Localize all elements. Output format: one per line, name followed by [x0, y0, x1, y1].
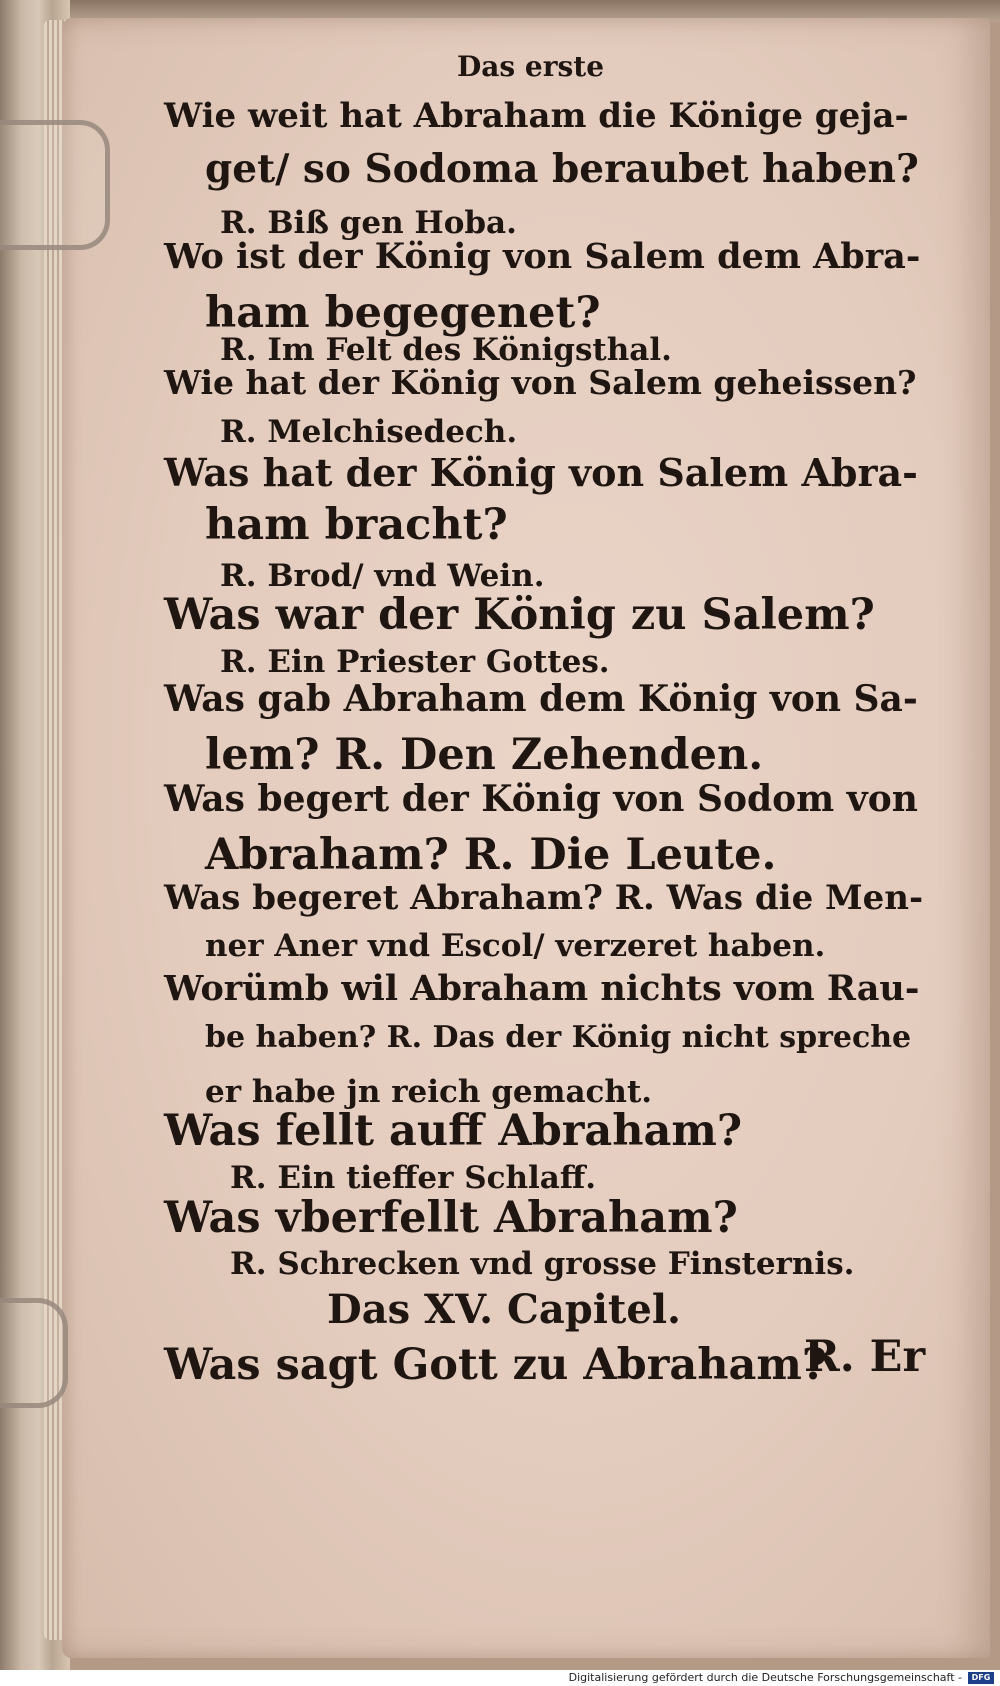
text-line: Was gab Abraham dem König von Sa-: [164, 678, 918, 720]
text-line: ham bracht?: [205, 500, 508, 550]
answer-line: R. Im Felt des Königsthal.: [220, 332, 672, 368]
text-line: Was fellt auff Abraham?: [164, 1106, 743, 1156]
paper-clip-top: [0, 120, 110, 250]
text-line: Wo ist der König von Salem dem Abra-: [164, 236, 921, 277]
running-head: Das erste: [457, 50, 605, 83]
footer-credit: Digitalisierung gefördert durch die Deutsche Forschungsgemeinschaft -: [568, 1671, 962, 1684]
catchword: R. Er: [804, 1332, 926, 1382]
paper-clip-bottom: [0, 1298, 68, 1408]
text-line: get/ so Sodoma beraubet haben?: [205, 146, 919, 192]
footer-bar: [0, 1670, 1000, 1686]
answer-line: R. Melchisedech.: [220, 414, 518, 450]
answer-line: R. Schrecken vnd grosse Finsternis.: [230, 1246, 855, 1282]
answer-line: R. Brod/ vnd Wein.: [220, 558, 545, 594]
text-line: Was sagt Gott zu Abraham?: [164, 1340, 828, 1390]
text-line: Worümb wil Abraham nichts vom Rau-: [164, 968, 920, 1009]
text-line: lem? R. Den Zehenden.: [205, 730, 764, 780]
text-line: Was hat der König von Salem Abra-: [164, 450, 918, 495]
dfg-logo: DFG: [968, 1672, 994, 1684]
text-line: Was begert der König von Sodom von: [164, 778, 918, 820]
page-paper: [62, 18, 990, 1658]
text-line: Was begeret Abraham? R. Was die Men-: [164, 878, 924, 918]
chapter-heading: Das XV. Capitel.: [327, 1286, 681, 1333]
answer-line: R. Biß gen Hoba.: [220, 205, 517, 241]
text-line: Wie weit hat Abraham die Könige geja-: [164, 96, 909, 136]
answer-line: R. Ein Priester Gottes.: [220, 644, 610, 680]
text-line: Was vberfellt Abraham?: [164, 1193, 738, 1243]
text-line: ner Aner vnd Escol/ verzeret haben.: [205, 928, 826, 964]
text-line: be haben? R. Das der König nicht spreche: [205, 1020, 912, 1055]
text-line: ham begegenet?: [205, 288, 601, 338]
text-line: Abraham? R. Die Leute.: [205, 830, 777, 880]
text-line: Was war der König zu Salem?: [164, 590, 875, 640]
text-line: Wie hat der König von Salem geheissen?: [164, 363, 917, 402]
text-line: er habe jn reich gemacht.: [205, 1074, 653, 1110]
answer-line: R. Ein tieffer Schlaff.: [230, 1160, 597, 1196]
